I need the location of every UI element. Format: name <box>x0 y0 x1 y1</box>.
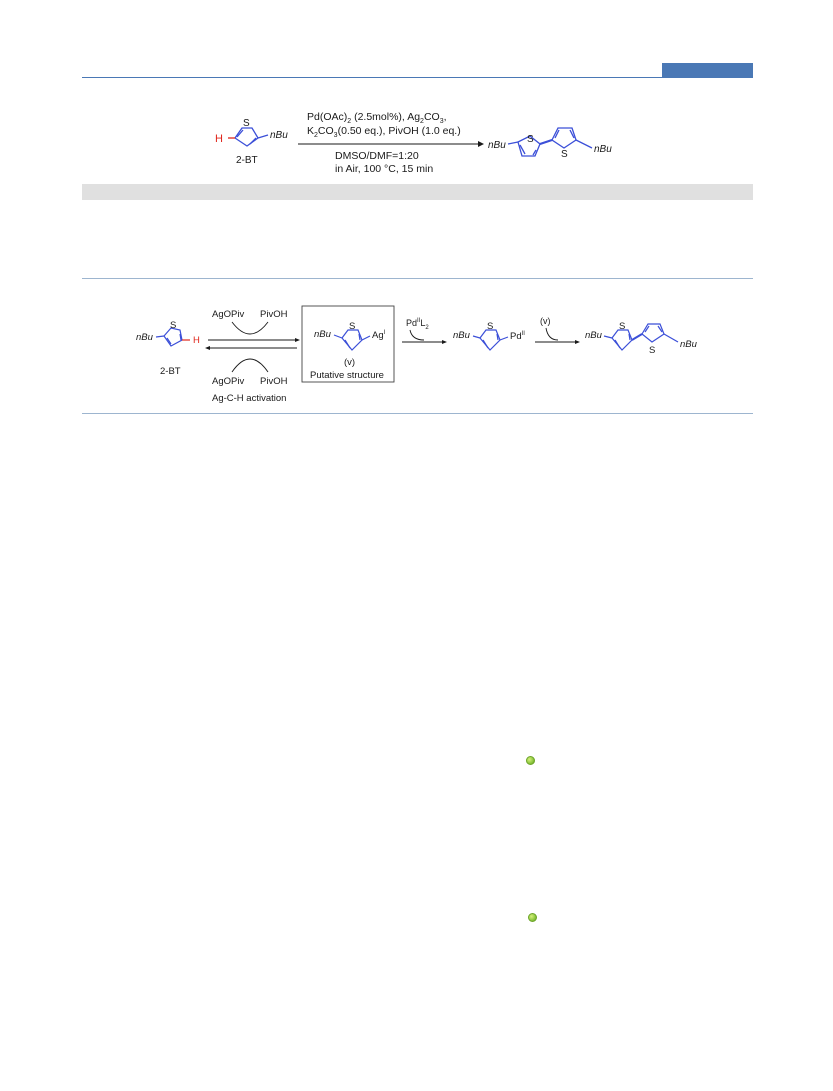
agopiv-bottom: AgOPiv <box>212 376 245 387</box>
scheme-2-bottom-rule <box>82 413 753 414</box>
sm-h: H <box>193 335 200 346</box>
int-pd: $Pd^{II}$ <box>510 331 525 342</box>
annotation-marker-icon[interactable] <box>528 913 537 922</box>
nbu-label: nBu <box>270 130 288 141</box>
box-sulfur: S <box>349 321 356 332</box>
product-sulfur-1: S <box>527 134 534 145</box>
condition-line-4: in Air, 100 °C, 15 min <box>335 163 434 175</box>
prod-nbu-right: nBu <box>680 339 697 350</box>
box-ag: $Ag^I$ <box>372 330 386 341</box>
header-rule <box>82 77 753 78</box>
sm-sulfur: S <box>170 320 177 331</box>
header-tab <box>662 63 753 77</box>
compound-label: 2-BT <box>236 155 258 166</box>
v-reagent: (v) <box>540 316 551 326</box>
condition-line-3: DMSO/DMF=1:20 <box>335 150 419 162</box>
agopiv-top: AgOPiv <box>212 309 245 320</box>
mechanism-scheme-2 <box>130 300 710 410</box>
condition-line-1: $Pd(OAc)_2$ (2.5mol%), $Ag_2CO_3$, <box>307 111 447 125</box>
product-nbu-right: nBu <box>594 144 612 155</box>
pd-reagent: $Pd^{II}L_2$ <box>406 318 429 331</box>
reactant-thiophene <box>228 128 268 146</box>
condition-line-2: $K_2CO_3(0.50$ eq.), PivOH (1.0 eq.) <box>307 125 461 139</box>
prod-bithiophene <box>604 324 678 350</box>
h-label: H <box>215 133 223 145</box>
prod-nbu-left: nBu <box>585 330 602 341</box>
box-nbu: nBu <box>314 329 331 340</box>
int-sulfur: S <box>487 321 494 332</box>
table-header-band <box>82 184 753 200</box>
sm-compound: 2-BT <box>160 366 181 377</box>
reaction-scheme-1 <box>200 100 640 180</box>
sulfur-label: S <box>243 118 250 129</box>
annotation-marker-icon[interactable] <box>526 756 535 765</box>
int-nbu: nBu <box>453 330 470 341</box>
box-label: (v) <box>344 357 356 368</box>
activation-caption: Ag-C-H activation <box>212 393 287 404</box>
pivoh-top: PivOH <box>260 309 288 320</box>
product-nbu-left: nBu <box>488 140 506 151</box>
pivoh-bottom: PivOH <box>260 376 288 387</box>
scheme-2-top-rule <box>82 278 753 279</box>
int-thiophene <box>473 330 508 350</box>
box-thiophene <box>334 330 370 350</box>
sm-nbu: nBu <box>136 332 153 343</box>
product-sulfur-2: S <box>561 149 568 160</box>
prod-sulfur-2: S <box>649 345 656 356</box>
prod-sulfur-1: S <box>619 321 626 332</box>
box-caption: Putative structure <box>310 370 384 381</box>
product-bithiophene <box>508 128 592 156</box>
